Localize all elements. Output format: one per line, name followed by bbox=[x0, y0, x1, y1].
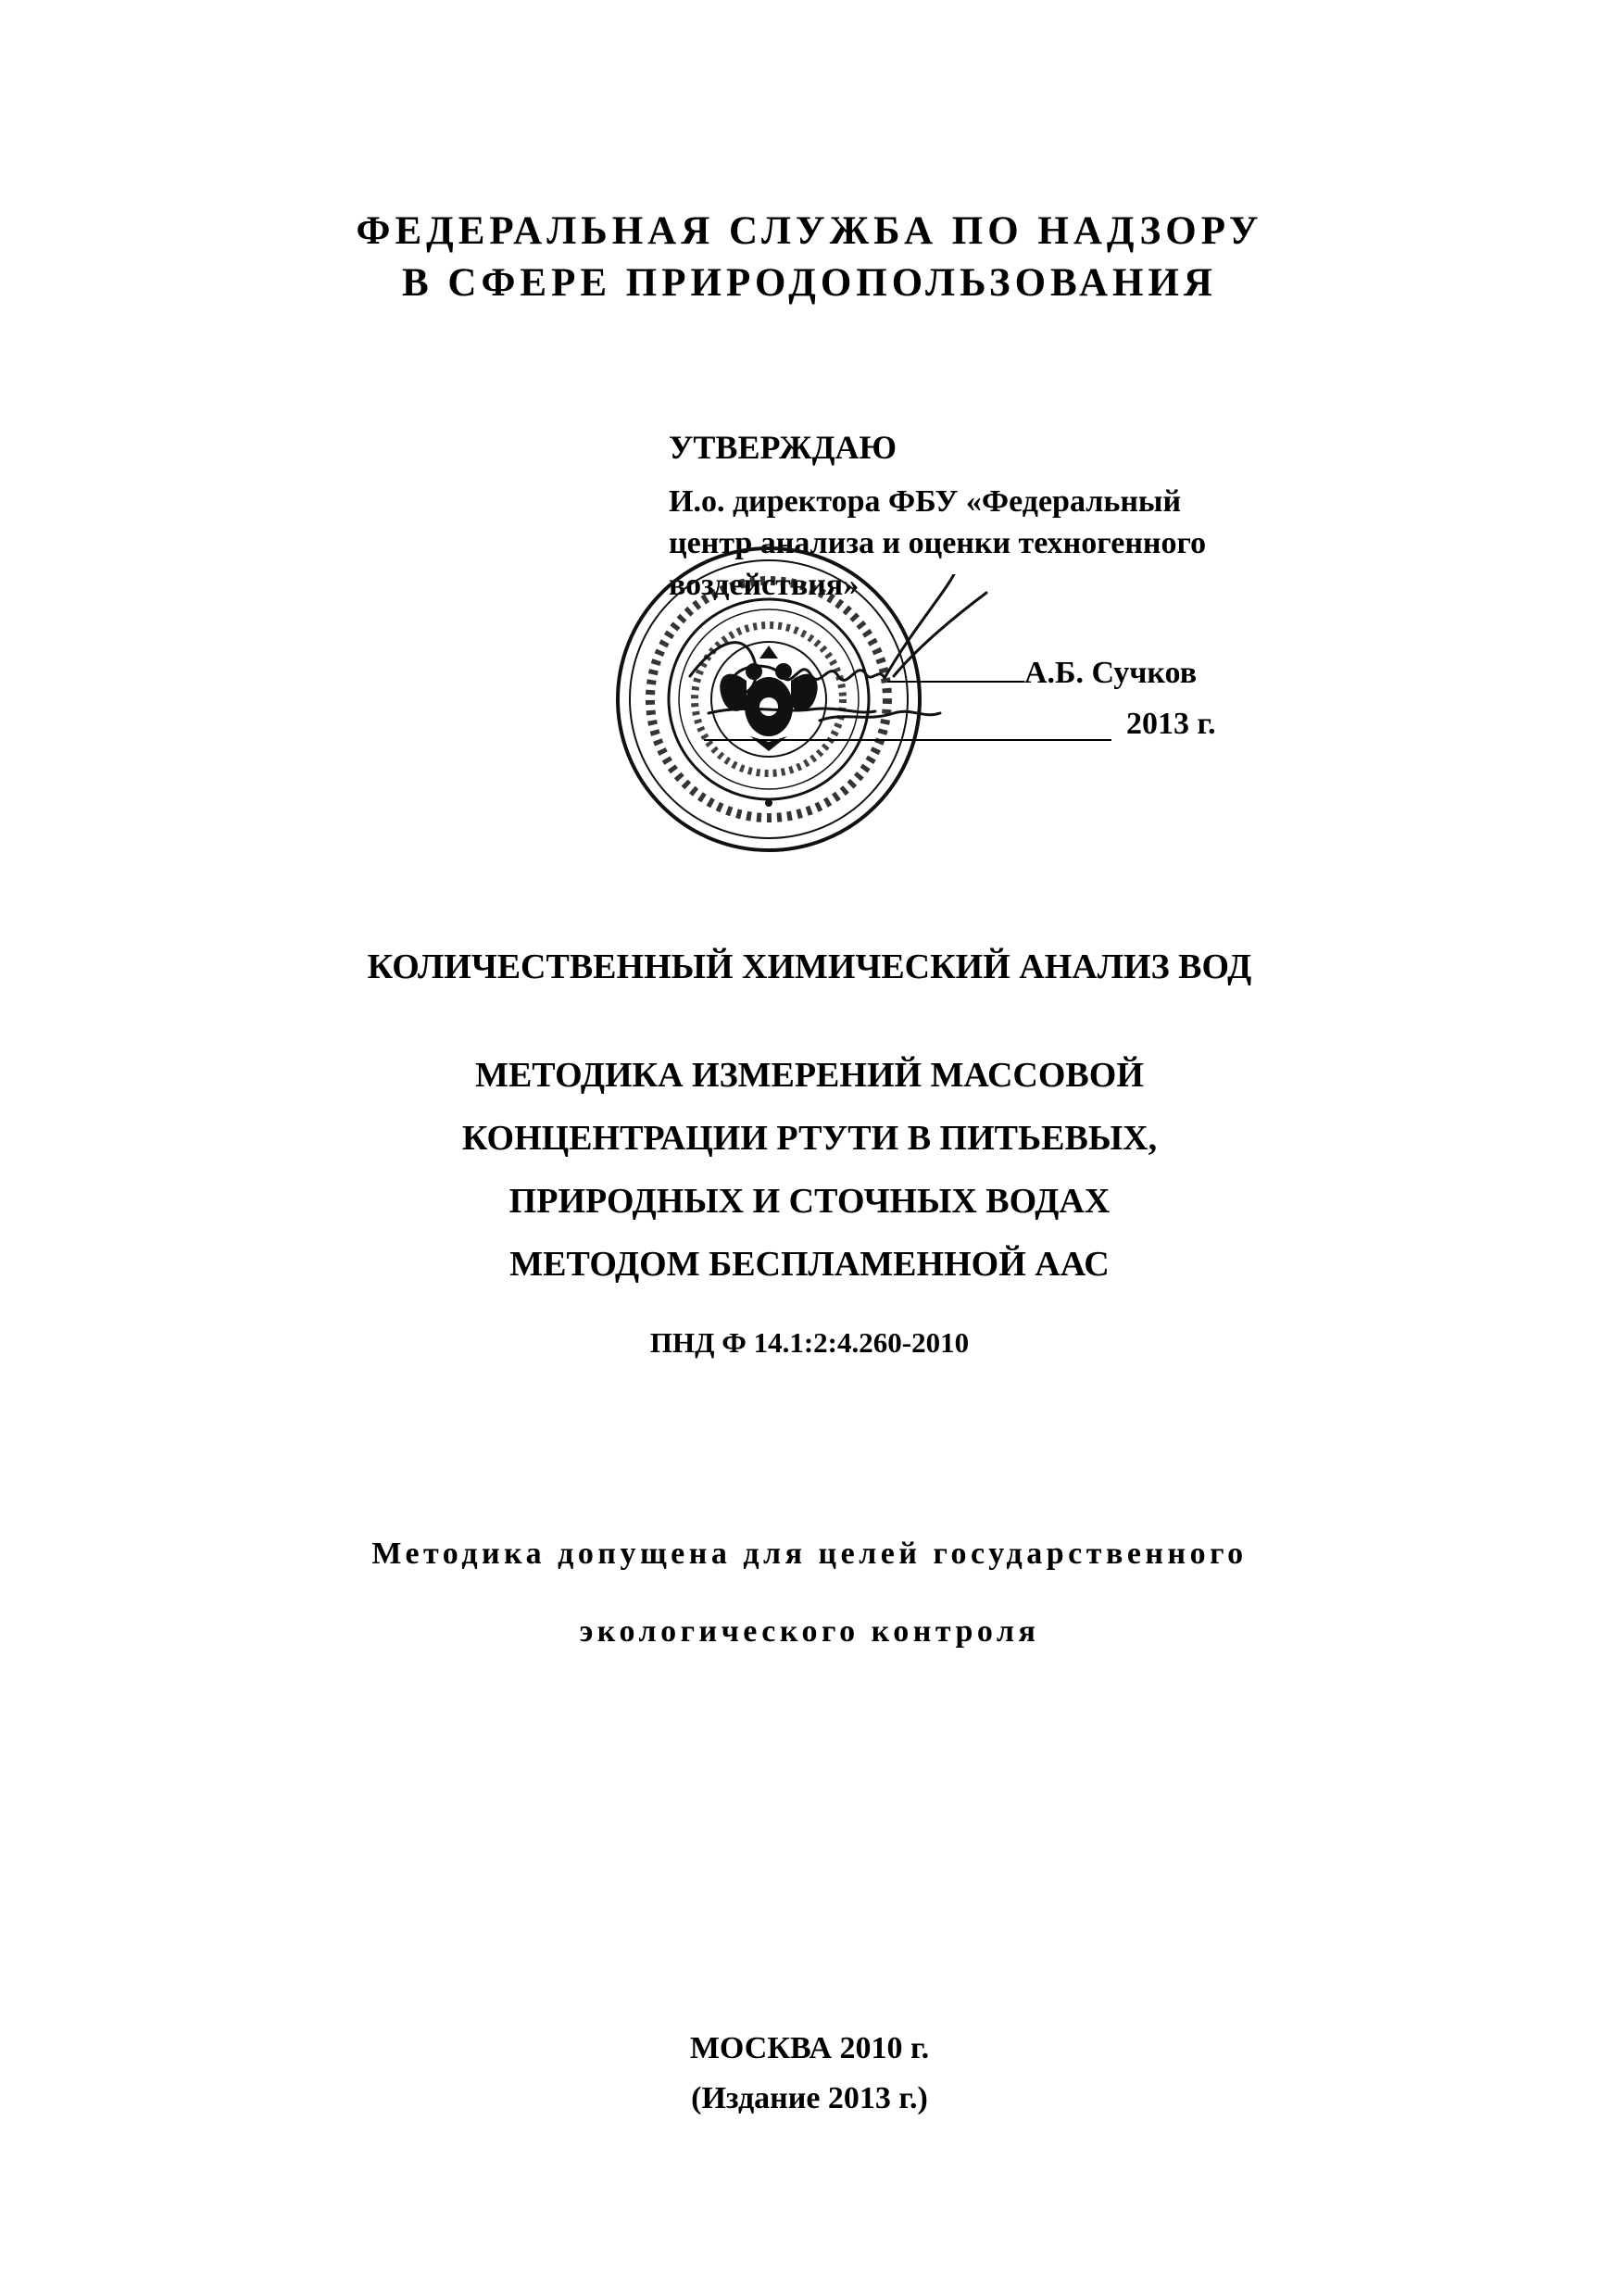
document-category: КОЛИЧЕСТВЕННЫЙ ХИМИЧЕСКИЙ АНАЛИЗ ВОД bbox=[367, 947, 1252, 986]
document-title bbox=[0, 1044, 1619, 1296]
document-title-line2: КОНЦЕНТРАЦИИ РТУТИ В ПИТЬЕВЫХ, bbox=[461, 1119, 1158, 1158]
date-line bbox=[704, 739, 1111, 741]
signature-line bbox=[887, 681, 1024, 683]
approval-year: 2013 г. bbox=[1126, 707, 1216, 741]
purpose-line2: экологического контроля bbox=[579, 1614, 1040, 1649]
purpose-line1: Методика допущена для целей государственного bbox=[371, 1537, 1248, 1571]
city-year: МОСКВА 2010 г. bbox=[689, 2031, 930, 2065]
approval-position-line3: воздействия» bbox=[669, 568, 860, 602]
edition-note: (Издание 2013 г.) bbox=[691, 2081, 928, 2115]
agency-name-line2: В СФЕРЕ ПРИРОДОПОЛЬЗОВАНИЯ bbox=[401, 261, 1217, 305]
signatory-name: А.Б. Сучков bbox=[1024, 656, 1198, 690]
document-title-line3: ПРИРОДНЫХ И СТОЧНЫХ ВОДАХ bbox=[508, 1182, 1111, 1221]
approval-position-line1: И.о. директора ФБУ «Федеральный bbox=[669, 484, 1182, 519]
document-title-line4: МЕТОДОМ БЕСПЛАМЕННОЙ ААС bbox=[509, 1245, 1110, 1284]
document-code: ПНД Ф 14.1:2:4.260-2010 bbox=[649, 1326, 970, 1359]
approval-position-line2: центр анализа и оценки техногенного bbox=[669, 526, 1207, 560]
approval-title: УТВЕРЖДАЮ bbox=[669, 429, 897, 466]
document-title-line1: МЕТОДИКА ИЗМЕРЕНИЙ МАССОВОЙ bbox=[475, 1056, 1144, 1095]
agency-name-line1: ФЕДЕРАЛЬНАЯ СЛУЖБА ПО НАДЗОРУ bbox=[356, 209, 1263, 253]
